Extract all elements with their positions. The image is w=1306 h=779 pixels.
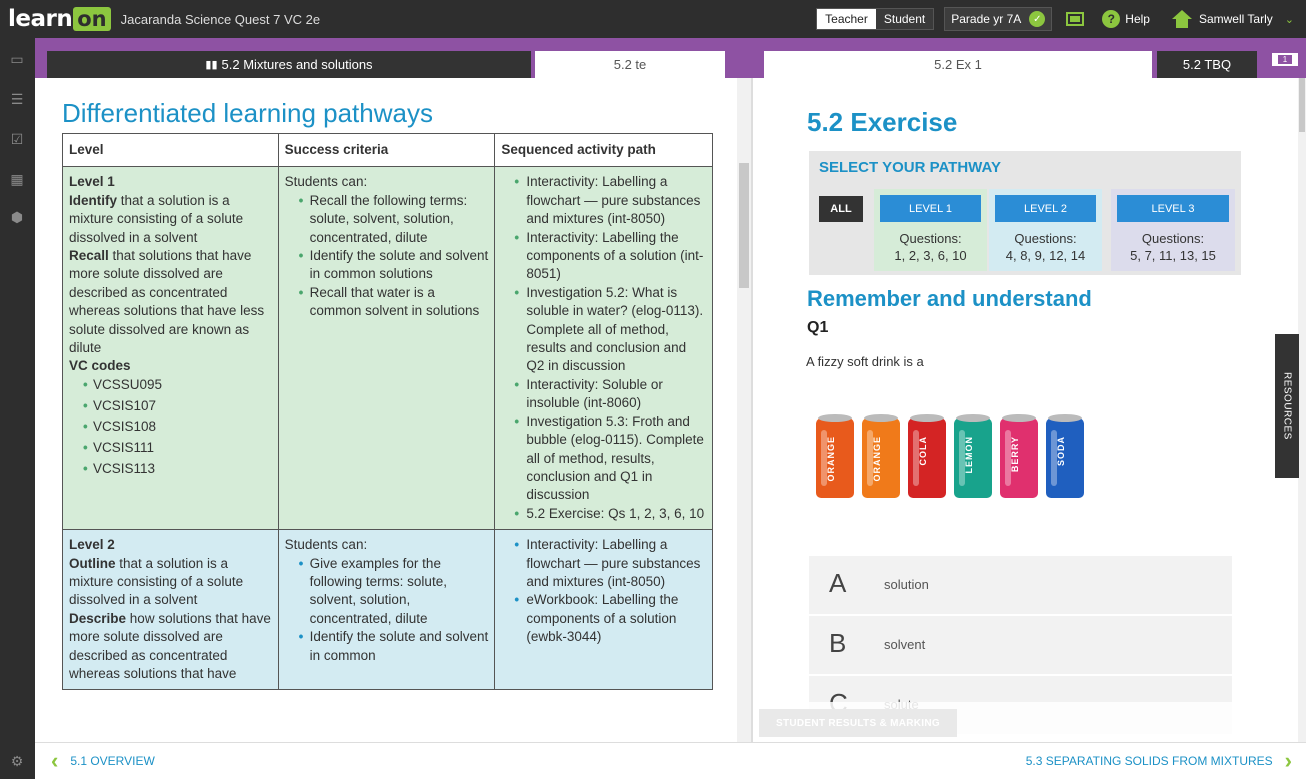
tab-5-2-ex-1[interactable]: 5.2 Ex 1 xyxy=(764,51,1152,78)
next-section-link[interactable]: 5.3 SEPARATING SOLIDS FROM MIXTURES › xyxy=(1025,748,1292,773)
list-item: • eWorkbook: Labelling the components of a solution (ewbk-3044) xyxy=(501,591,706,646)
list-item: • Interactivity: Soluble or insoluble (int-8060) xyxy=(501,376,706,413)
pathway-title: SELECT YOUR PATHWAY xyxy=(819,159,1001,176)
objective: Identify that a solution is a mixture consisting of a solute dissolved in a solvent xyxy=(69,192,244,245)
table-row xyxy=(63,167,713,530)
list-item: • VCSIS111 xyxy=(69,439,272,457)
list-item: • VCSIS113 xyxy=(69,460,272,478)
page-badge[interactable]: 1 xyxy=(1272,53,1298,66)
pathway-selector xyxy=(809,151,1241,275)
book-icon[interactable]: ▭ xyxy=(10,51,24,67)
list-item: • Investigation 5.3: Froth and bubble (elog-0115). Complete all of method, results, conclusion and Q1 in discussion xyxy=(501,413,706,505)
home-icon xyxy=(1172,10,1192,28)
success-criteria-cell: Students can: • Recall the following terms: solute, solvent, solution, concentrated, dilute • Identify the solute and solvent in common solutions • Recall that water is a common solvent in solutions xyxy=(278,167,495,530)
list-item: • Interactivity: Labelling the components of a solution (int-8051) xyxy=(501,229,706,284)
answer-option-b[interactable]: B solvent xyxy=(809,616,1232,674)
soda-can: LEMON xyxy=(954,418,992,498)
scrollbar-thumb[interactable] xyxy=(739,163,749,288)
objective: Recall that solutions that have more solute dissolved are described as concentrated whereas solutions that have less solute dissolved are known as dilute xyxy=(69,248,265,356)
soda-can: BERRY xyxy=(1000,418,1038,498)
level-1-box: LEVEL 1 Questions: 1, 2, 3, 6, 10 xyxy=(874,189,987,271)
right-pane xyxy=(753,78,1306,742)
teacher-role-button[interactable]: Teacher xyxy=(817,9,876,29)
list-item: • Identify the solute and solvent in common xyxy=(285,628,489,665)
book-icon: ▮▮ xyxy=(205,59,218,71)
soda-can: ORANGE xyxy=(862,418,900,498)
chevron-left-icon: ‹ xyxy=(51,748,59,773)
objective: Describe how solutions that have more solute dissolved are described as concentrated whereas solutions that have xyxy=(69,610,271,681)
list-item: • Give examples for the following terms: solute, solvent, solution, concentrated, dilute xyxy=(285,555,489,629)
vc-codes-heading: VC codes xyxy=(69,358,131,374)
criteria-list xyxy=(285,192,489,321)
level-2-box: LEVEL 2 Questions: 4, 8, 9, 12, 14 xyxy=(989,189,1102,271)
answer-option-a[interactable]: A solution xyxy=(809,556,1232,614)
all-levels-button[interactable]: ALL xyxy=(819,196,863,222)
exercise-title: 5.2 Exercise xyxy=(807,107,958,137)
level-2-questions: 4, 8, 9, 12, 14 xyxy=(1005,248,1086,263)
soda-can: SODA xyxy=(1046,418,1084,498)
list-item: • Investigation 5.2: What is soluble in water? (elog-0113). Complete all of method, results and conclusion and Q2 in discussion xyxy=(501,284,706,376)
list-item: • VCSIS108 xyxy=(69,418,272,436)
list-item: • Interactivity: Labelling a flowchart — pure substances and mixtures (int-8050) xyxy=(501,173,706,228)
soda-can: ORANGE xyxy=(816,418,854,498)
chevron-down-icon: ⌄ xyxy=(1284,13,1294,26)
user-name: Samwell Tarly xyxy=(1198,12,1273,26)
help-button[interactable] xyxy=(1102,10,1150,28)
cubes-icon[interactable]: ⬢ xyxy=(10,209,24,225)
tabs-bar xyxy=(35,38,1306,78)
right-pane-scrollbar[interactable] xyxy=(1298,78,1306,742)
objective: Outline that a solution is a mixture consisting of a solute dissolved in a solvent xyxy=(69,555,244,608)
soda-can: COLA xyxy=(908,418,946,498)
scrollbar-thumb[interactable] xyxy=(1299,78,1305,132)
left-pane-scrollbar[interactable] xyxy=(737,78,751,742)
column-header-success-criteria: Success criteria xyxy=(278,134,495,167)
activity-list xyxy=(501,173,706,523)
list-icon[interactable]: ☰ xyxy=(10,91,24,107)
top-bar xyxy=(0,0,1306,38)
help-label: Help xyxy=(1125,12,1150,26)
user-menu[interactable] xyxy=(1172,10,1294,28)
class-selector[interactable] xyxy=(944,7,1052,31)
vc-codes-list xyxy=(69,376,272,478)
previous-section-link[interactable]: ‹ 5.1 OVERVIEW xyxy=(51,748,155,773)
level-1-button[interactable]: LEVEL 1 xyxy=(880,195,981,222)
criteria-list xyxy=(285,555,489,665)
level-3-button[interactable]: LEVEL 3 xyxy=(1117,195,1229,222)
list-item: • VCSIS107 xyxy=(69,397,272,415)
list-item: • 5.2 Exercise: Qs 1, 2, 3, 6, 10 xyxy=(501,505,706,523)
level-2-cell xyxy=(63,530,279,690)
list-item: • Recall the following terms: solute, solvent, solution, concentrated, dilute xyxy=(285,192,489,247)
student-role-button[interactable]: Student xyxy=(883,12,926,26)
level-1-cell xyxy=(63,167,279,530)
level-label: Level 1 xyxy=(69,174,115,190)
activity-list xyxy=(501,536,706,646)
list-item: • Recall that water is a common solvent in solutions xyxy=(285,284,489,321)
bottom-nav xyxy=(35,742,1306,779)
soft-drink-cans-image xyxy=(816,412,1086,504)
role-toggle xyxy=(816,8,934,30)
level-3-questions: 5, 7, 11, 13, 15 xyxy=(1130,248,1216,263)
student-results-button[interactable]: STUDENT RESULTS & MARKING xyxy=(759,709,957,737)
question-number: Q1 xyxy=(807,319,829,336)
tab-5-2-tbq[interactable]: 5.2 TBQ xyxy=(1157,51,1257,78)
section-heading: Remember and understand xyxy=(807,286,1092,311)
left-rail xyxy=(0,38,35,779)
chart-icon[interactable]: ▦ xyxy=(10,171,24,187)
class-name: Parade yr 7A xyxy=(951,12,1022,26)
level-1-questions: 1, 2, 3, 6, 10 xyxy=(894,248,967,263)
level-3-box: LEVEL 3 Questions: 5, 7, 11, 13, 15 xyxy=(1111,189,1235,271)
question-text: A fizzy soft drink is a xyxy=(806,354,924,369)
table-header-row xyxy=(63,134,713,167)
success-criteria-cell: Students can: • Give examples for the following terms: solute, solvent, solution, concentrated, dilute • Identify the solute and solvent in common xyxy=(278,530,495,690)
tab-5-2-te[interactable]: 5.2 te xyxy=(535,51,725,78)
list-item: • VCSSU095 xyxy=(69,376,272,394)
chevron-right-icon: › xyxy=(1284,748,1292,773)
table-row xyxy=(63,530,713,690)
list-item: • Interactivity: Labelling a flowchart — pure substances and mixtures (int-8050) xyxy=(501,536,706,591)
list-item: • Identify the solute and solvent in common solutions xyxy=(285,247,489,284)
activity-path-cell xyxy=(495,167,713,530)
learnon-logo[interactable]: learn on xyxy=(8,7,111,31)
resources-tab[interactable]: RESOURCES xyxy=(1275,334,1299,478)
settings-gear-icon[interactable]: ⚙ xyxy=(10,753,24,769)
activity-path-cell xyxy=(495,530,713,690)
check-icon: ✓ xyxy=(1029,11,1045,27)
tab-mixtures-and-solutions[interactable]: ▮▮ 5.2 Mixtures and solutions xyxy=(47,51,531,78)
pathways-table xyxy=(62,133,713,690)
level-label: Level 2 xyxy=(69,537,115,553)
clipboard-check-icon[interactable]: ☑ xyxy=(10,131,24,147)
level-2-button[interactable]: LEVEL 2 xyxy=(995,195,1096,222)
page-title: Differentiated learning pathways xyxy=(62,98,433,128)
column-header-level: Level xyxy=(63,134,279,167)
column-header-activity-path: Sequenced activity path xyxy=(495,134,713,167)
left-pane xyxy=(35,78,751,742)
help-icon: ? xyxy=(1102,10,1120,28)
fullscreen-icon[interactable] xyxy=(1066,12,1084,26)
book-title: Jacaranda Science Quest 7 VC 2e xyxy=(120,11,321,27)
